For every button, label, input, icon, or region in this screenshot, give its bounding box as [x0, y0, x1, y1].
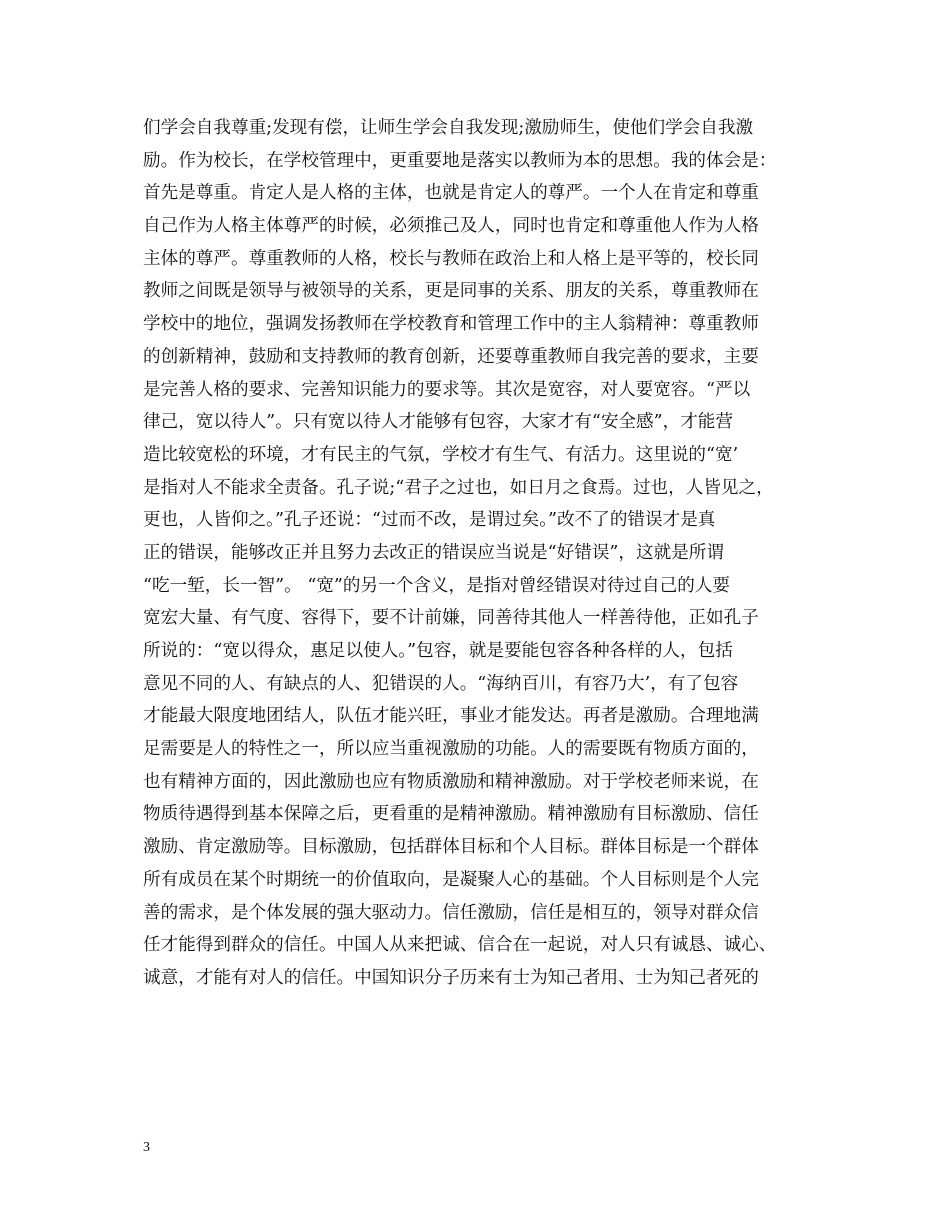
text-line: 意见不同的人、有缺点的人、犯错误的人。“海纳百川，有容乃大’，有了包容 — [143, 673, 739, 694]
text-line: 励。作为校长，在学校管理中，更重要地是落实以教师为本的思想。我的体会是： — [143, 150, 777, 171]
text-line: “吃一堑，长一智”。 “宽”的另一个含义，是指对曾经错误对待过自己的人要 — [143, 575, 730, 596]
text-line: 正的错误，能够改正并且努力去改正的错误应当说是“好错误”，这就是所谓 — [143, 542, 724, 563]
text-line: 首先是尊重。肯定人是人格的主体，也就是肯定人的尊严。一个人在肯定和尊重 — [143, 183, 759, 204]
text-line: 宽宏大量、有气度、容得下，要不计前嫌，同善待其他人一样善待他，正如孔子 — [143, 608, 759, 629]
text-line: 所有成员在某个时期统一的价值取向，是凝聚人心的基础。个人目标则是个人完 — [143, 869, 759, 890]
text-line: 更也，人皆仰之。”孔子还说：“过而不改，是谓过矣。”改不了的错误才是真 — [143, 510, 716, 531]
text-line: 任才能得到群众的信任。中国人从来把诚、信合在一起说，对人只有诚恳、诚心、 — [143, 935, 777, 956]
body-text — [143, 112, 843, 995]
text-line: 诚意，才能有对人的信任。中国知识分子历来有士为知己者用、士为知己者死的 — [143, 967, 759, 988]
text-line: 是完善人格的要求、完善知识能力的要求等。其次是宽容，对人要宽容。“严以 — [143, 379, 751, 400]
text-line: 才能最大限度地团结人，队伍才能兴旺，事业才能发达。再者是激励。合理地满 — [143, 706, 759, 727]
text-line: 主体的尊严。尊重教师的人格，校长与教师在政治上和人格上是平等的，校长同 — [143, 248, 759, 269]
text-line: 自己作为人格主体尊严的时候，必须推己及人，同时也肯定和尊重他人作为人格 — [143, 216, 759, 237]
text-line: 也有精神方面的，因此激励也应有物质激励和精神激励。对于学校老师来说，在 — [143, 771, 759, 792]
text-line: 造比较宽松的环境，才有民主的气氛，学校才有生气、有活力。这里说的“宽’ — [143, 444, 739, 465]
text-line: 物质待遇得到基本保障之后，更看重的是精神激励。精神激励有目标激励、信任 — [143, 804, 759, 825]
text-line: 足需要是人的特性之一，所以应当重视激励的功能。人的需要既有物质方面的， — [143, 739, 759, 760]
text-line: 教师之间既是领导与被领导的关系，更是同事的关系、朋友的关系，尊重教师在 — [143, 281, 759, 302]
text-line: 所说的：“宽以得众，惠足以使人。”包容，就是要能包容各种各样的人，包括 — [143, 641, 733, 661]
text-line: 律己，宽以待人”。只有宽以待人才能够有包容，大家才有“安全感”，才能营 — [143, 412, 733, 433]
text-line: 是指对人不能求全责备。孔子说;“君子之过也，如日月之食焉。过也，人皆见之， — [143, 477, 774, 498]
text-line: 激励、肯定激励等。目标激励，包括群体目标和个人目标。群体目标是一个群体 — [143, 837, 759, 858]
text-line: 善的需求，是个体发展的强大驱动力。信任激励，信任是相互的，领导对群众信 — [143, 902, 759, 923]
text-line: 学校中的地位，强调发扬教师在学校教育和管理工作中的主人翁精神：尊重教师 — [143, 314, 759, 335]
text-line: 的创新精神，鼓励和支持教师的教育创新，还要尊重教师自我完善的要求，主要 — [143, 346, 759, 367]
text-line: 们学会自我尊重;发现有偿，让师生学会自我发现;激励师生，使他们学会自我激 — [143, 118, 754, 138]
page-number: 3 — [143, 1140, 150, 1155]
